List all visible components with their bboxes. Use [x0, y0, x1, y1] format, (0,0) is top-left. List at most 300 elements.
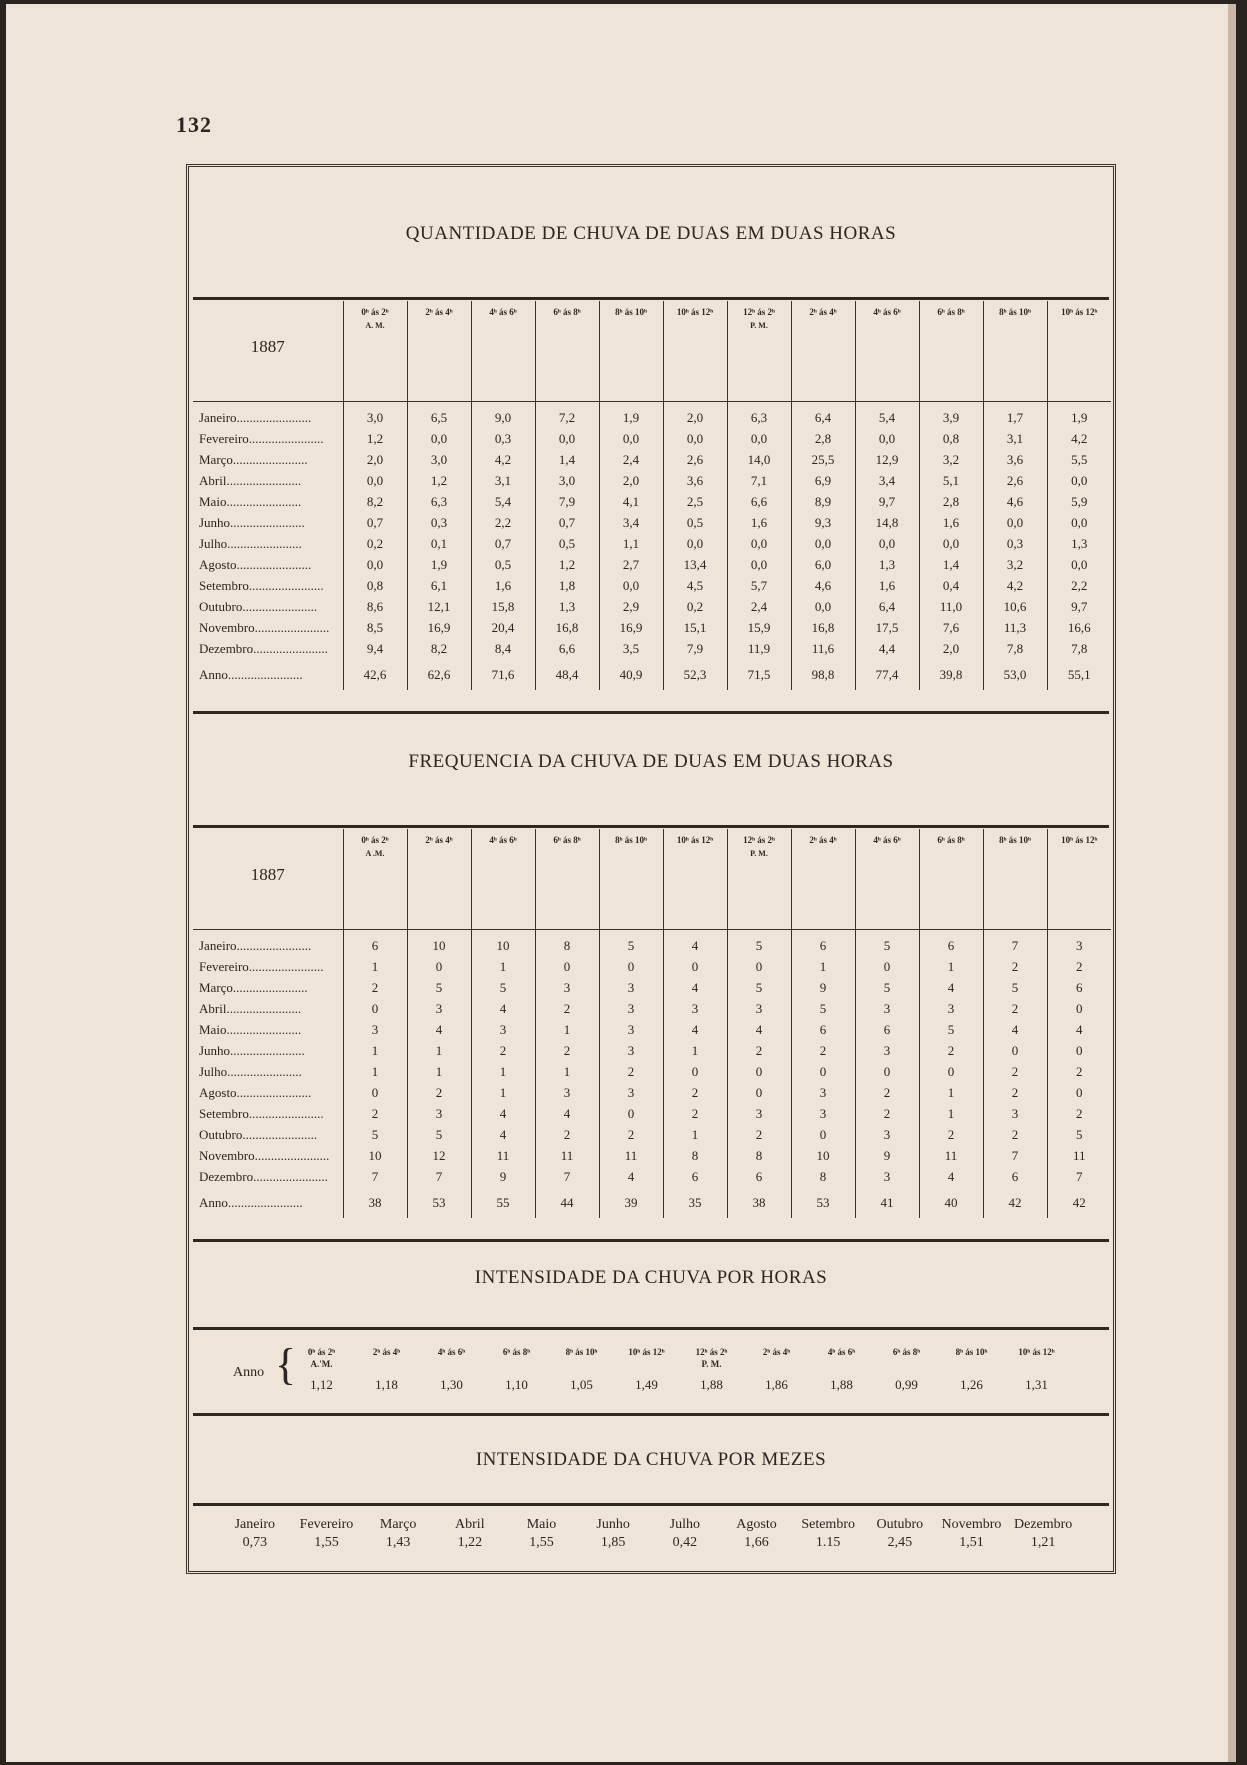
table-cell: 9	[855, 1146, 919, 1167]
intensidade-mezes-title: INTENSIDADE DA CHUVA POR MEZES	[475, 1449, 827, 1470]
table-cell: 4	[407, 1020, 471, 1041]
table-cell: 1,3	[855, 555, 919, 576]
hour-value: 1,26	[960, 1377, 983, 1392]
table-cell: 2	[919, 1041, 983, 1062]
table-cell: 11,9	[727, 639, 791, 660]
empty-cell	[419, 1359, 484, 1369]
table-cell: 3,1	[471, 471, 535, 492]
hour-label: 2ʰ ás 4ʰ	[762, 1347, 791, 1357]
hour-value: 1,86	[765, 1377, 788, 1392]
table-cell: 1	[471, 1083, 535, 1104]
table-cell: 0,2	[343, 534, 407, 555]
month-value: 1,66	[744, 1535, 769, 1550]
table-cell: 0	[791, 1125, 855, 1146]
table-cell: 0,0	[1047, 555, 1111, 576]
table-cell: 10	[471, 936, 535, 957]
hour-label: 12ʰ ás 2ʰ	[695, 1347, 728, 1357]
table-cell: 0,1	[407, 534, 471, 555]
table-cell: 7,8	[983, 639, 1047, 660]
table-cell: 1	[919, 1083, 983, 1104]
table-cell: 7,2	[535, 408, 599, 429]
month-label: Junho.......................	[199, 515, 305, 530]
table-cell: 8	[663, 1146, 727, 1167]
table-cell: 40,9	[599, 660, 663, 690]
table-cell: 10	[407, 936, 471, 957]
table-cell: 8,2	[407, 639, 471, 660]
table-row	[193, 1083, 1111, 1104]
hour-value: 1,05	[570, 1377, 593, 1392]
month-value: 1,55	[529, 1535, 554, 1550]
table-cell: 0	[663, 1062, 727, 1083]
table-cell: 3,9	[919, 408, 983, 429]
table-cell: 9,7	[855, 492, 919, 513]
anno-row	[193, 1188, 1111, 1218]
table-row	[193, 618, 1111, 639]
table-cell: 3	[599, 1041, 663, 1062]
table-cell: 2	[983, 1083, 1047, 1104]
table-cell: 0	[535, 957, 599, 978]
month-label: Fevereiro.......................	[199, 431, 324, 446]
hour-column-header: 12ʰ ás 2ʰ P. M.	[727, 829, 791, 929]
table-cell: 7,1	[727, 471, 791, 492]
table-cell: 5	[343, 1125, 407, 1146]
table-cell: 2,0	[663, 408, 727, 429]
table-row	[193, 576, 1111, 597]
table-cell: 11	[599, 1146, 663, 1167]
header-row	[193, 301, 1111, 401]
table-cell: 7	[1047, 1167, 1111, 1188]
table-cell: 0	[919, 1062, 983, 1083]
hour-value: 1,88	[830, 1377, 853, 1392]
table-cell: 62,6	[407, 660, 471, 690]
table-cell: 6,5	[407, 408, 471, 429]
table-cell: 2,0	[599, 471, 663, 492]
table-cell: 2	[599, 1062, 663, 1083]
table-cell: 52,3	[663, 660, 727, 690]
table-row	[193, 450, 1111, 471]
table-cell: 12	[407, 1146, 471, 1167]
table-cell: 9,3	[791, 513, 855, 534]
table-cell: 0	[599, 1104, 663, 1125]
empty-cell	[614, 1359, 679, 1369]
table-cell: 7,6	[919, 618, 983, 639]
table-cell: 1	[407, 1062, 471, 1083]
table-cell: 3	[727, 999, 791, 1020]
table-cell: 3	[919, 999, 983, 1020]
header-row	[193, 829, 1111, 929]
month-name: Janeiro	[234, 1517, 276, 1532]
month-name: Março	[379, 1517, 417, 1532]
month-label: Novembro.......................	[199, 1148, 330, 1163]
table-cell: 5	[407, 1125, 471, 1146]
table-frame	[186, 164, 1116, 1574]
hour-value: 0,99	[895, 1377, 918, 1392]
table-cell: 1	[343, 957, 407, 978]
table-cell: 55,1	[1047, 660, 1111, 690]
table-cell: 1,6	[919, 513, 983, 534]
table-cell: 0,3	[407, 513, 471, 534]
table-cell: 1	[343, 1041, 407, 1062]
table-row	[193, 1146, 1111, 1167]
table-cell: 0,0	[599, 429, 663, 450]
table-cell: 0,0	[855, 429, 919, 450]
table-cell: 9,7	[1047, 597, 1111, 618]
table-cell: 3	[791, 1083, 855, 1104]
month-name: Abril	[455, 1517, 485, 1532]
table-cell: 9,0	[471, 408, 535, 429]
table-cell: 3	[535, 1083, 599, 1104]
table-row	[193, 1062, 1111, 1083]
table-row	[193, 492, 1111, 513]
table-cell: 3	[855, 999, 919, 1020]
table-cell: 5	[791, 999, 855, 1020]
table-cell: 2	[855, 1104, 919, 1125]
hour-column-header: 6ʰ ás 8ʰ	[535, 829, 599, 929]
table-cell: 2,6	[663, 450, 727, 471]
month-label: Setembro.......................	[199, 578, 324, 593]
table-cell: 16,9	[407, 618, 471, 639]
table-cell: 42,6	[343, 660, 407, 690]
table-cell: 1	[919, 1104, 983, 1125]
divider	[193, 1413, 1109, 1416]
month-value: 2,45	[887, 1535, 913, 1550]
table-cell: 17,5	[855, 618, 919, 639]
hour-column-header: 8ʰ ás 10ʰ	[983, 301, 1047, 401]
intensidade-horas-title: INTENSIDADE DA CHUVA POR HORAS	[474, 1267, 828, 1288]
table-cell: 6,0	[791, 555, 855, 576]
year-header: 1887	[193, 829, 343, 929]
table-cell: 3	[727, 1104, 791, 1125]
month-label: Março.......................	[199, 452, 308, 467]
table-cell: 12,9	[855, 450, 919, 471]
table-cell: 6,3	[727, 408, 791, 429]
table-cell: 0	[983, 1041, 1047, 1062]
month-value: 1,85	[600, 1535, 626, 1550]
table-cell: 0	[1047, 1041, 1111, 1062]
table-cell: 5,5	[1047, 450, 1111, 471]
empty-cell	[1004, 1359, 1069, 1369]
table-cell: 38	[727, 1188, 791, 1218]
table-cell: 2	[983, 1062, 1047, 1083]
month-label: Abril.......................	[199, 473, 302, 488]
table-cell: 0,0	[343, 555, 407, 576]
month-name: Dezembro	[1014, 1517, 1073, 1532]
table-cell: 41	[855, 1188, 919, 1218]
hours-ampm-row	[289, 1359, 1069, 1369]
table-cell: 55	[471, 1188, 535, 1218]
divider	[193, 825, 1109, 828]
table-cell: 2	[663, 1083, 727, 1104]
hour-column-header: 0ʰ ás 2ʰ A .M.	[343, 829, 407, 929]
hour-column-header: 2ʰ ás 4ʰ	[407, 301, 471, 401]
table-cell: 6	[727, 1167, 791, 1188]
hour-label: 6ʰ ás 8ʰ	[892, 1347, 921, 1357]
table-cell: 44	[535, 1188, 599, 1218]
brace-symbol: {	[275, 1340, 297, 1389]
table-cell: 0	[343, 999, 407, 1020]
table-cell: 3	[855, 1125, 919, 1146]
quantidade-title: QUANTIDADE DE CHUVA DE DUAS EM DUAS HORAS	[405, 223, 897, 244]
table-cell: 6,6	[535, 639, 599, 660]
table-cell: 3	[855, 1167, 919, 1188]
table-cell: 9,4	[343, 639, 407, 660]
hour-column-header: 12ʰ ás 2ʰ P. M.	[727, 301, 791, 401]
hour-column-header: 6ʰ ás 8ʰ	[919, 829, 983, 929]
table-cell: 8	[727, 1146, 791, 1167]
table-cell: 39,8	[919, 660, 983, 690]
hour-label: 10ʰ ás 12ʰ	[1018, 1347, 1055, 1357]
table-cell: 0,5	[471, 555, 535, 576]
table-cell: 7	[535, 1167, 599, 1188]
table-cell: 0,5	[535, 534, 599, 555]
table-cell: 0,0	[919, 534, 983, 555]
table-cell: 3,0	[407, 450, 471, 471]
month-label: Dezembro.......................	[199, 641, 328, 656]
table-cell: 1	[471, 1062, 535, 1083]
table-cell: 25,5	[791, 450, 855, 471]
am-label: A.'M.	[310, 1359, 333, 1369]
table-cell: 7	[983, 1146, 1047, 1167]
month-name: Agosto	[736, 1517, 777, 1532]
table-cell: 4	[919, 1167, 983, 1188]
table-cell: 42	[983, 1188, 1047, 1218]
table-cell: 16,9	[599, 618, 663, 639]
table-cell: 11	[471, 1146, 535, 1167]
table-cell: 0,3	[471, 429, 535, 450]
table-cell: 3,2	[919, 450, 983, 471]
table-cell: 5	[983, 978, 1047, 999]
table-row	[193, 1020, 1111, 1041]
month-name: Novembro	[941, 1517, 1002, 1532]
table-cell: 0,0	[1047, 513, 1111, 534]
month-name: Outubro	[876, 1517, 924, 1532]
table-cell: 16,8	[791, 618, 855, 639]
table-cell: 1	[663, 1041, 727, 1062]
table-cell: 1	[791, 957, 855, 978]
table-cell: 2,4	[727, 597, 791, 618]
month-label: Janeiro.......................	[199, 410, 312, 425]
month-label: Fevereiro.......................	[199, 959, 324, 974]
table-cell: 2,2	[471, 513, 535, 534]
empty-cell	[484, 1359, 549, 1369]
table-cell: 3	[1047, 936, 1111, 957]
hour-column-header: 2ʰ ás 4ʰ	[407, 829, 471, 929]
table-cell: 15,9	[727, 618, 791, 639]
hour-column-header: 10ʰ ás 12ʰ	[1047, 301, 1111, 401]
table-cell: 0,0	[791, 534, 855, 555]
table-cell: 3	[599, 999, 663, 1020]
empty-cell	[874, 1359, 939, 1369]
table-cell: 3	[343, 1020, 407, 1041]
table-cell: 6,6	[727, 492, 791, 513]
hour-column-header: 0ʰ ás 2ʰ A. M.	[343, 301, 407, 401]
table-cell: 7	[343, 1167, 407, 1188]
table-row	[193, 936, 1111, 957]
empty-cell	[549, 1359, 614, 1369]
table-cell: 53	[407, 1188, 471, 1218]
table-cell: 0	[855, 1062, 919, 1083]
hour-column-header: 10ʰ ás 12ʰ	[1047, 829, 1111, 929]
table-cell: 14,8	[855, 513, 919, 534]
month-label: Junho.......................	[199, 1043, 305, 1058]
table-cell: 6,1	[407, 576, 471, 597]
table-cell: 42	[1047, 1188, 1111, 1218]
frequencia-table	[193, 829, 1111, 1218]
table-cell: 4,4	[855, 639, 919, 660]
month-label: Anno.......................	[199, 666, 303, 682]
hour-label: 0ʰ ás 2ʰ	[307, 1347, 336, 1357]
month-label: Julho.......................	[199, 536, 302, 551]
month-label: Abril.......................	[199, 1001, 302, 1016]
hour-column-header: 4ʰ ás 6ʰ	[855, 301, 919, 401]
table-cell: 2	[663, 1104, 727, 1125]
table-cell: 6,4	[791, 408, 855, 429]
table-cell: 40	[919, 1188, 983, 1218]
table-cell: 4	[663, 1020, 727, 1041]
table-cell: 0,8	[343, 576, 407, 597]
table-cell: 1,6	[855, 576, 919, 597]
table-cell: 7,8	[1047, 639, 1111, 660]
table-cell: 0,0	[727, 555, 791, 576]
table-cell: 4	[1047, 1020, 1111, 1041]
month-label: Agosto.......................	[199, 557, 312, 572]
table-row	[193, 639, 1111, 660]
table-cell: 0,7	[471, 534, 535, 555]
table-cell: 0,7	[343, 513, 407, 534]
month-value: 1.15	[815, 1535, 841, 1550]
table-cell: 8,6	[343, 597, 407, 618]
table-cell: 6	[791, 1020, 855, 1041]
table-cell: 5	[727, 978, 791, 999]
table-cell: 0	[1047, 999, 1111, 1020]
table-cell: 2	[791, 1041, 855, 1062]
table-cell: 5,1	[919, 471, 983, 492]
table-cell: 39	[599, 1188, 663, 1218]
table-cell: 6,3	[407, 492, 471, 513]
pm-label: P. M.	[750, 321, 768, 330]
table-cell: 0	[855, 957, 919, 978]
month-value: 1,43	[385, 1535, 411, 1550]
table-cell: 0	[343, 1083, 407, 1104]
table-cell: 9	[791, 978, 855, 999]
table-cell: 2,0	[343, 450, 407, 471]
table-row	[193, 555, 1111, 576]
hour-label: 4ʰ ás 6ʰ	[437, 1347, 466, 1357]
table-cell: 53,0	[983, 660, 1047, 690]
table-cell: 5,4	[855, 408, 919, 429]
table-row	[193, 429, 1111, 450]
month-value: 1,21	[1030, 1535, 1056, 1550]
table-cell: 3	[983, 1104, 1047, 1125]
table-cell: 3,4	[599, 513, 663, 534]
divider	[193, 711, 1109, 714]
month-label: Novembro.......................	[199, 620, 330, 635]
table-cell: 5,7	[727, 576, 791, 597]
month-value: 0,42	[672, 1535, 698, 1550]
month-name: Maio	[526, 1517, 557, 1532]
divider	[193, 297, 1109, 300]
month-value: 0,73	[242, 1535, 268, 1550]
table-cell: 3,6	[983, 450, 1047, 471]
table-cell: 1,2	[535, 555, 599, 576]
table-row	[193, 1125, 1111, 1146]
table-cell: 14,0	[727, 450, 791, 471]
table-cell: 4,2	[983, 576, 1047, 597]
table-cell: 15,1	[663, 618, 727, 639]
table-cell: 48,4	[535, 660, 599, 690]
table-cell: 4	[471, 1104, 535, 1125]
table-cell: 1,3	[535, 597, 599, 618]
table-cell: 0,2	[663, 597, 727, 618]
table-cell: 53	[791, 1188, 855, 1218]
table-row	[193, 1041, 1111, 1062]
table-cell: 0,0	[983, 513, 1047, 534]
month-label: Agosto.......................	[199, 1085, 312, 1100]
table-row	[193, 957, 1111, 978]
hours-header-row	[289, 1347, 1069, 1357]
divider	[193, 1239, 1109, 1242]
month-value: 1,22	[457, 1535, 483, 1550]
table-cell: 0,0	[535, 429, 599, 450]
divider	[193, 1503, 1109, 1506]
hour-value: 1,12	[310, 1377, 333, 1392]
table-cell: 6	[919, 936, 983, 957]
table-cell: 2	[599, 1125, 663, 1146]
table-row	[193, 534, 1111, 555]
table-cell: 0	[727, 1062, 791, 1083]
table-cell: 77,4	[855, 660, 919, 690]
table-cell: 8,9	[791, 492, 855, 513]
table-cell: 0,0	[663, 429, 727, 450]
table-cell: 2	[1047, 957, 1111, 978]
table-cell: 6,9	[791, 471, 855, 492]
hour-label: 10ʰ ás 12ʰ	[628, 1347, 665, 1357]
table-cell: 1	[471, 957, 535, 978]
table-cell: 3	[599, 1020, 663, 1041]
empty-cell	[354, 1359, 419, 1369]
table-cell: 4	[471, 999, 535, 1020]
months-header-row	[219, 1517, 1079, 1533]
table-cell: 1,4	[919, 555, 983, 576]
table-cell: 0,5	[663, 513, 727, 534]
table-cell: 3,2	[983, 555, 1047, 576]
table-cell: 7,9	[535, 492, 599, 513]
table-cell: 2,0	[919, 639, 983, 660]
table-cell: 2,8	[919, 492, 983, 513]
table-cell: 2	[343, 1104, 407, 1125]
table-cell: 4,2	[1047, 429, 1111, 450]
table-cell: 1,7	[983, 408, 1047, 429]
table-row	[193, 597, 1111, 618]
table-cell: 5,9	[1047, 492, 1111, 513]
table-cell: 4	[983, 1020, 1047, 1041]
table-cell: 4	[535, 1104, 599, 1125]
table-cell: 4	[663, 978, 727, 999]
table-cell: 6	[663, 1167, 727, 1188]
table-cell: 0,0	[663, 534, 727, 555]
table-cell: 2,9	[599, 597, 663, 618]
table-cell: 0,0	[599, 576, 663, 597]
table-cell: 0,0	[727, 534, 791, 555]
table-cell: 6	[983, 1167, 1047, 1188]
table-cell: 1,9	[1047, 408, 1111, 429]
table-cell: 0,3	[983, 534, 1047, 555]
table-cell: 2,5	[663, 492, 727, 513]
table-cell: 0	[727, 1083, 791, 1104]
table-cell: 2,8	[791, 429, 855, 450]
table-cell: 5	[855, 978, 919, 999]
table-cell: 35	[663, 1188, 727, 1218]
